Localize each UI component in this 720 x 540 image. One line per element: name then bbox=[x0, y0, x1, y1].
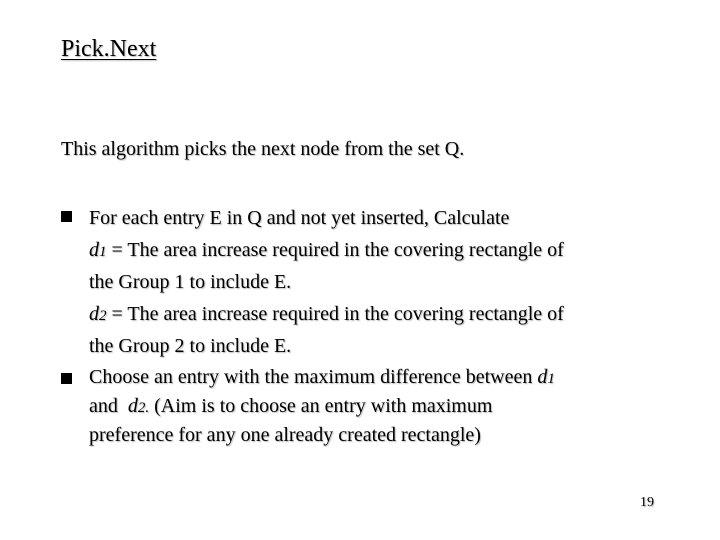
bullet-item-calculate bbox=[61, 203, 671, 363]
variable-d: d bbox=[89, 303, 99, 325]
subscript-2: 2. bbox=[137, 400, 150, 416]
variable-d: d bbox=[127, 395, 138, 417]
and-text: and bbox=[89, 395, 128, 417]
bullet-1-line-2-d1-definition bbox=[89, 235, 671, 267]
bullet-1-line-5: the Group 2 to include E. bbox=[89, 335, 292, 357]
square-bullet-icon bbox=[61, 211, 72, 222]
d2-definition-text: = The area increase required in the covering rectangle of bbox=[106, 303, 564, 325]
subscript-1: 1 bbox=[99, 244, 107, 260]
bullet-item-choose bbox=[61, 363, 671, 450]
bullet-1-line-3: the Group 1 to include E. bbox=[89, 271, 292, 293]
subscript-2: 2 bbox=[99, 308, 107, 324]
bullet-1-line-4-d2-definition bbox=[89, 299, 671, 331]
subscript-1: 1 bbox=[547, 371, 555, 387]
page-number: 19 bbox=[640, 495, 654, 510]
variable-d: d bbox=[89, 239, 99, 261]
choose-text: Choose an entry with the maximum difference between bbox=[89, 366, 538, 388]
bullet-2-line-2 bbox=[89, 392, 671, 421]
d1-definition-text: = The area increase required in the covering rectangle of bbox=[106, 239, 564, 261]
square-bullet-icon bbox=[61, 373, 72, 384]
aim-text: (Aim is to choose an entry with maximum bbox=[149, 395, 493, 417]
bullet-2-line-1 bbox=[89, 363, 671, 392]
slide-title: Pick.Next bbox=[61, 36, 157, 62]
bullet-2-line-3: preference for any one already created rectangle) bbox=[89, 424, 481, 446]
variable-d: d bbox=[537, 366, 548, 388]
intro-text: This algorithm picks the next node from the set Q. bbox=[61, 138, 465, 160]
bullet-1-line-1: For each entry E in Q and not yet inserted, Calculate bbox=[89, 207, 510, 229]
bullet-list bbox=[61, 203, 671, 450]
